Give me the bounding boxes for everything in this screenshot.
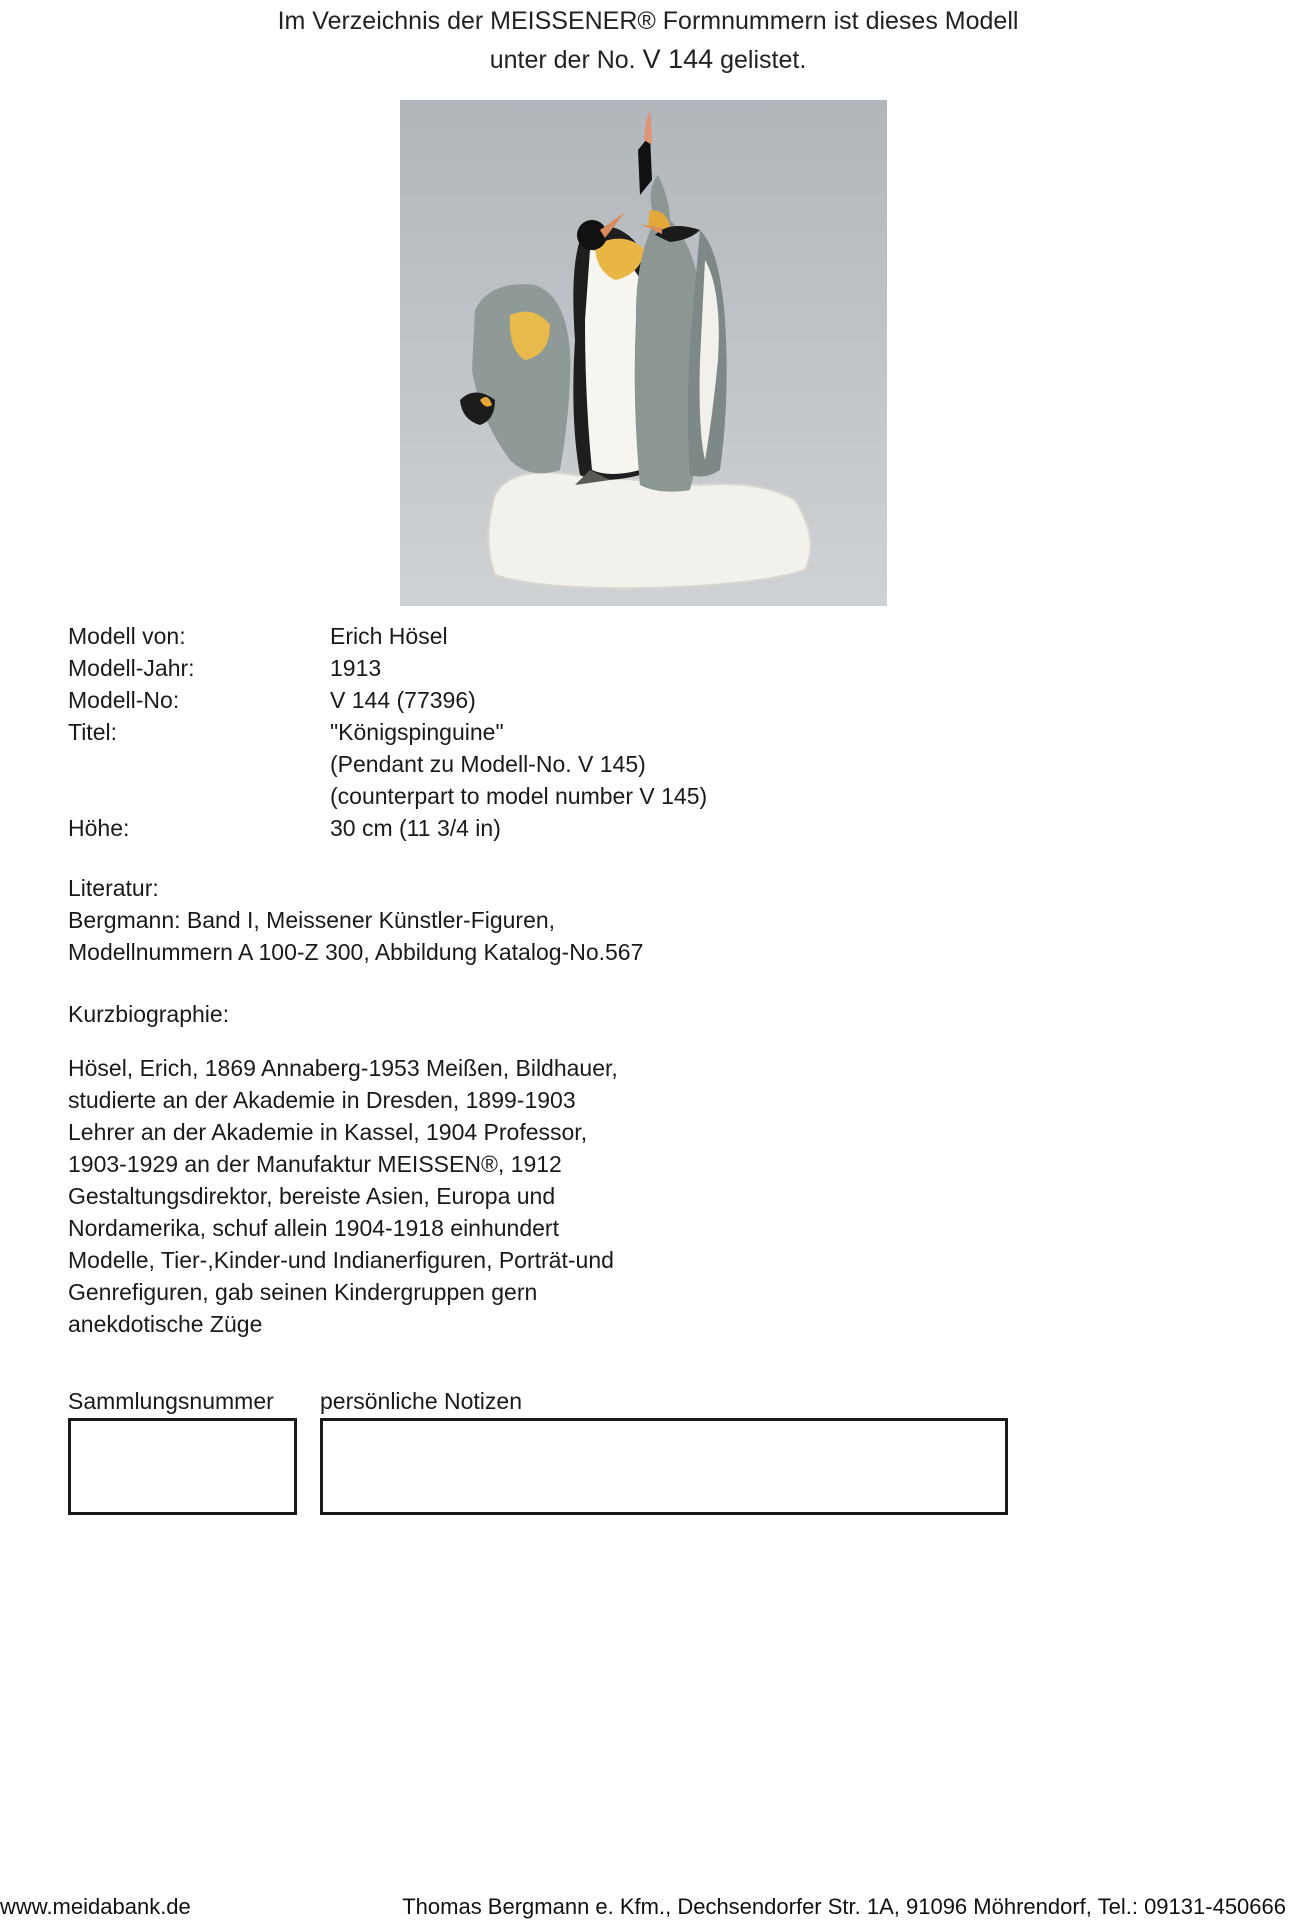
detail-label: Modell von: — [68, 623, 186, 649]
detail-row-year — [68, 652, 707, 684]
literature-line: Bergmann: Band I, Meissener Künstler-Figuren, — [68, 907, 556, 933]
detail-value: Erich Hösel — [330, 623, 448, 649]
model-details — [68, 620, 707, 844]
detail-label: Modell-No: — [68, 687, 180, 713]
biography-line: anekdotische Züge — [68, 1311, 263, 1337]
header-suffix: gelistet. — [720, 46, 807, 74]
biography-text — [68, 1052, 618, 1340]
biography-line: Gestaltungsdirektor, bereiste Asien, Europa und — [68, 1183, 556, 1209]
header-line-1: Im Verzeichnis der MEISSENER® Formnummern ist dieses Modell — [277, 7, 1019, 35]
biography-line: studierte an der Akademie in Dresden, 1899-1903 — [68, 1087, 576, 1113]
detail-row-title — [68, 716, 707, 812]
literature-heading: Literatur: — [68, 875, 159, 901]
collection-number-field[interactable] — [68, 1418, 297, 1515]
detail-row-height — [68, 812, 707, 844]
biography-line: Hösel, Erich, 1869 Annaberg-1953 Meißen, Bildhauer, — [68, 1055, 618, 1081]
biography-line: Genrefiguren, gab seinen Kindergruppen gern — [68, 1279, 538, 1305]
biography-line: 1903-1929 an der Manufaktur MEISSEN®, 1912 — [68, 1151, 562, 1177]
detail-row-artist — [68, 620, 707, 652]
detail-value: "Königspinguine" — [330, 719, 504, 745]
detail-value: (Pendant zu Modell-No. V 145) — [330, 751, 646, 777]
penguin-figurine-image — [400, 100, 887, 606]
detail-label: Titel: — [68, 719, 117, 745]
detail-row-model-no — [68, 684, 707, 716]
detail-label: Modell-Jahr: — [68, 655, 195, 681]
literature-section — [68, 872, 643, 968]
detail-value-list — [330, 716, 707, 812]
collection-number-label: Sammlungsnummer — [68, 1388, 274, 1414]
footer-website: www.meidabank.de — [0, 1894, 191, 1919]
biography-line: Modelle, Tier-,Kinder-und Indianerfiguren, Porträt-und — [68, 1247, 614, 1273]
notes-field[interactable] — [320, 1418, 1008, 1515]
biography-line: Nordamerika, schuf allein 1904-1918 einhundert — [68, 1215, 559, 1241]
model-number: V 144 — [642, 44, 714, 74]
footer-address: Thomas Bergmann e. Kfm., Dechsendorfer Str. 1A, 91096 Möhrendorf, Tel.: 09131-450666 — [402, 1894, 1286, 1919]
page-header — [0, 2, 1296, 79]
detail-value: (counterpart to model number V 145) — [330, 783, 708, 809]
notes-label: persönliche Notizen — [320, 1388, 523, 1414]
header-line-2 — [0, 40, 1296, 79]
detail-value: V 144 (77396) — [330, 687, 476, 713]
detail-label: Höhe: — [68, 815, 130, 841]
biography-heading: Kurzbiographie: — [68, 1001, 230, 1027]
literature-line: Modellnummern A 100-Z 300, Abbildung Katalog-No.567 — [68, 939, 644, 965]
detail-value: 1913 — [330, 655, 382, 681]
header-prefix: unter der No. — [489, 46, 636, 74]
biography-line: Lehrer an der Akademie in Kassel, 1904 Professor, — [68, 1119, 588, 1145]
detail-value: 30 cm (11 3/4 in) — [330, 815, 501, 841]
